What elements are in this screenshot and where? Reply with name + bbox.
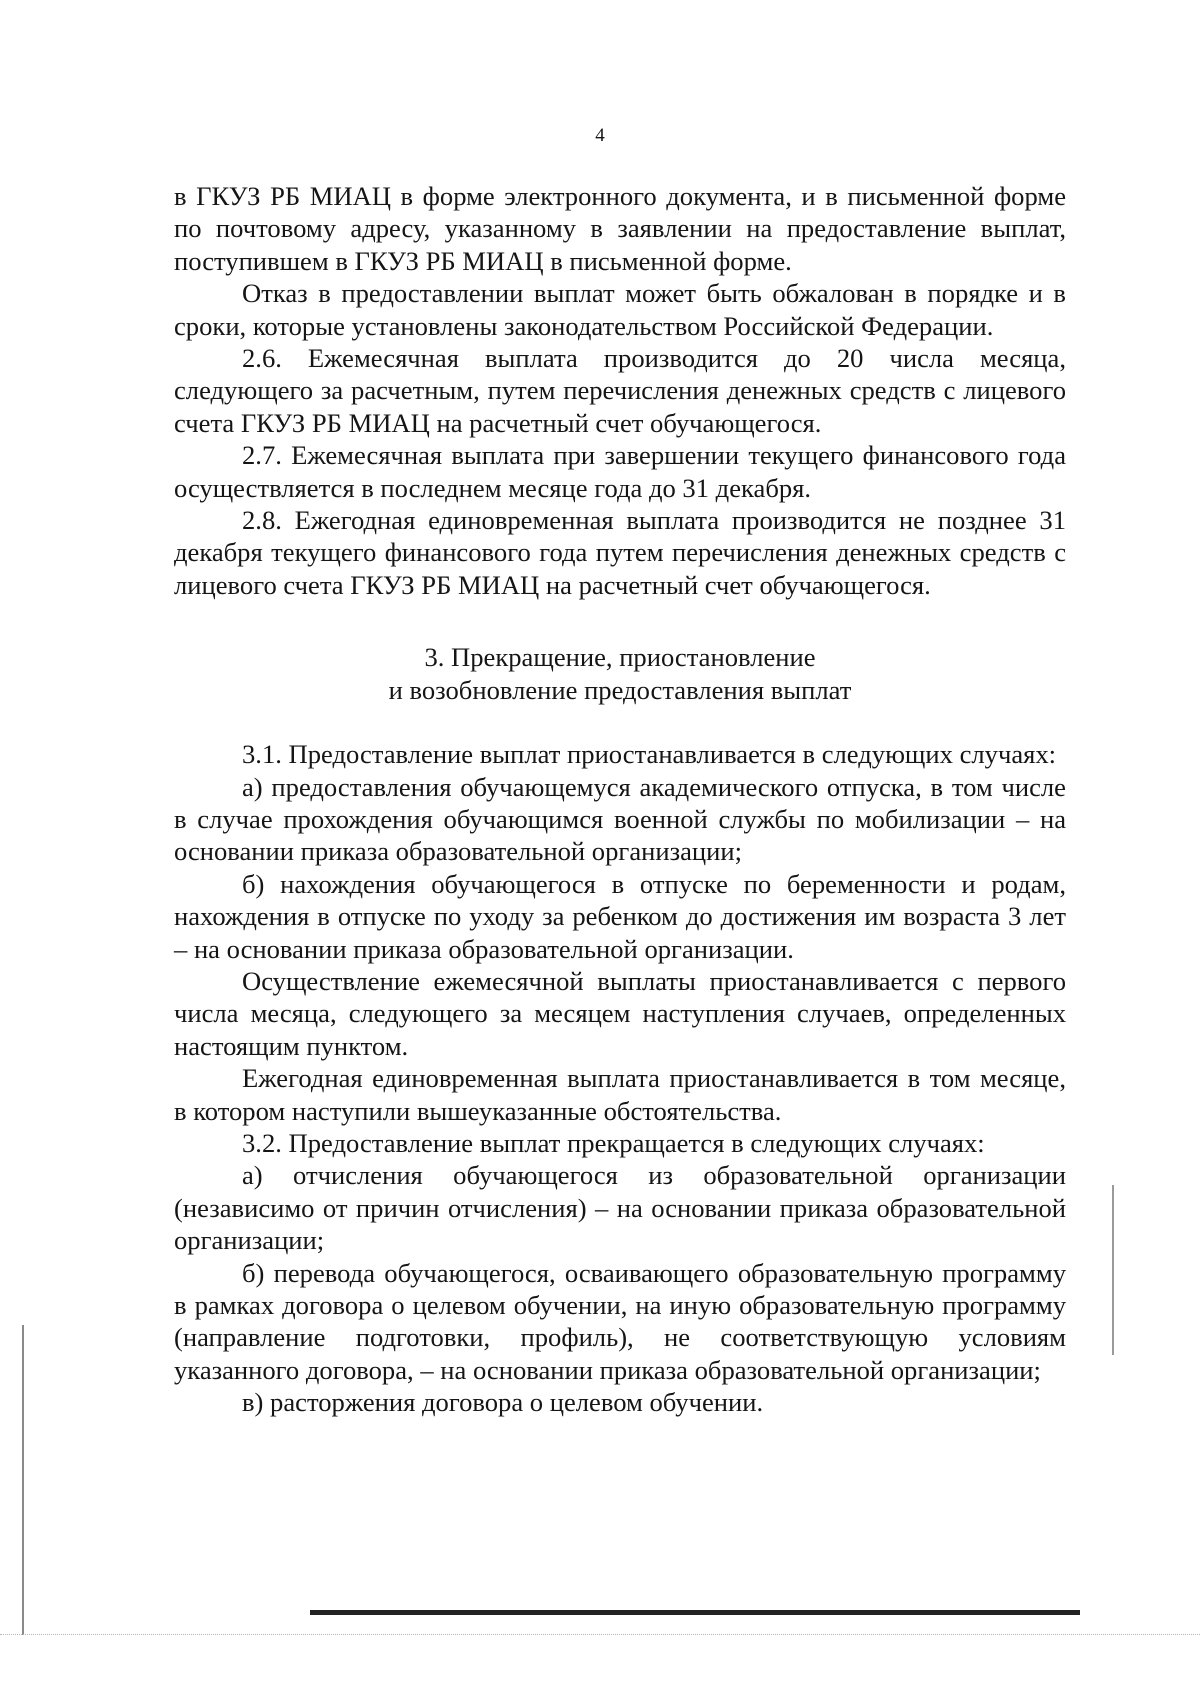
paragraph: б) перевода обучающегося, осваивающего образовательную программу в рамках договора о целевом обучении, на иную образовательную программу (направление подготовки, профиль), не соответствующую условиям указанного договора, – на основании приказа образовательной организации;	[174, 1257, 1066, 1385]
paragraphs-after	[174, 738, 1066, 1419]
paragraph: 2.6. Ежемесячная выплата производится до 20 числа месяца, следующего за расчетным, путем перечисления денежных средств с лицевого счета ГКУЗ РБ МИАЦ на расчетный счет обучающегося.	[174, 343, 1066, 438]
paragraphs-before	[174, 180, 1066, 601]
paragraph: а) предоставления обучающемуся академического отпуска, в том числе в случае прохождения обучающимся военной службы по мобилизации – на основании приказа образовательной организации;	[174, 771, 1066, 867]
section-heading-line-2: и возобновление предоставления выплат	[388, 674, 852, 705]
paragraph: 3.2. Предоставление выплат прекращается в следующих случаях:	[242, 1127, 985, 1158]
paragraph: в) расторжения договора о целевом обучении.	[242, 1387, 764, 1418]
paragraph: а) отчисления обучающегося из образовательной организации (независимо от причин отчисления) – на основании приказа образовательной организации;	[174, 1160, 1066, 1256]
paragraph: Отказ в предоставлении выплат может быть обжалован в порядке и в сроки, которые установлены законодательством Российской Федерации.	[174, 278, 1066, 341]
paragraph: б) нахождения обучающегося в отпуске по беременности и родам, нахождения в отпуске по уходу за ребенком до достижения им возраста 3 лет – на основании приказа образовательной организации.	[174, 868, 1066, 964]
scan-artifact-line	[1112, 1185, 1114, 1355]
paragraph: 2.7. Ежемесячная выплата при завершении текущего финансового года осуществляется в последнем месяце года до 31 декабря.	[174, 440, 1066, 503]
document-body	[174, 180, 1066, 1419]
bottom-scan-rule	[310, 1610, 1080, 1615]
paragraph: в ГКУЗ РБ МИАЦ в форме электронного документа, и в письменной форме по почтовому адресу, указанному в заявлении на предоставление выплат, поступившем в ГКУЗ РБ МИАЦ в письменной форме.	[174, 181, 1066, 276]
paragraph: Осуществление ежемесячной выплаты приостанавливается с первого числа месяца, следующего за месяцем наступления случаев, определенных настоящим пунктом.	[174, 965, 1066, 1061]
paragraph: Ежегодная единовременная выплата приостанавливается в том месяце, в котором наступили вышеуказанные обстоятельства.	[174, 1063, 1066, 1126]
scan-artifact-line	[22, 1325, 24, 1635]
section-heading-line-1: 3. Прекращение, приостановление	[424, 642, 816, 673]
paragraph: 2.8. Ежегодная единовременная выплата производится не позднее 31 декабря текущего финансового года путем перечисления денежных средств с лицевого счета ГКУЗ РБ МИАЦ на расчетный счет обучающегося.	[174, 505, 1066, 600]
page-number: 4	[595, 125, 605, 146]
paragraph: 3.1. Предоставление выплат приостанавливается в следующих случаях:	[242, 739, 1057, 770]
page-bottom-edge	[0, 1634, 1200, 1636]
section-heading	[174, 641, 1066, 706]
